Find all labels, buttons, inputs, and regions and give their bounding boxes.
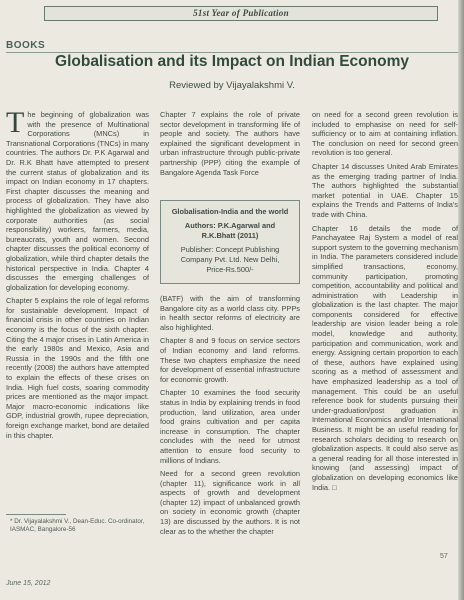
paragraph-8: on need for a second green revolution is included to emphasise on need for self-sufficiency or to aim at containing inflation. The conclusion on need for second green revolution is too general.	[312, 110, 458, 158]
page-number: 57	[440, 553, 448, 560]
column-3	[312, 110, 458, 556]
author-footnote: * Dr. Vijayalakshmi V., Dean-Educ. Co-ordinator, IASMAC, Bangalore-56	[10, 518, 145, 533]
drop-cap: T	[6, 110, 25, 139]
paragraph-1-text: he beginning of globalization was with the presence of Multinational Corporations (MNCs) in Transnational Corporations (TNCs) in many countries. The authors Dr. P.K Agarwal and Dr. R.K Bhatt have attempted to present the current status of globalization and its impact on Indian economy in 17 chapters. First chapter discusses the meaning and process of globalization. They have also highlighted the globalization as viewed by corporate authorities (as social responsibility) workers, farmers, media, bureaucrats, youth and women. Second chapter discusses the political economy of globalization, while third chapter details the historical perspective in India. Chapter 4 discusses the emerging challenges of globalization for developing economy.	[6, 110, 149, 292]
paragraph-10: Chapter 16 details the mode of Panchayatee Raj System a model of real support system to the governing mechanism in India. The parameters considered include simplified transactions, economy, community participation, promoting competition, accountability and political and administration with Leadership in globalization is the last chapter. The major components considered for effective leadership are vision leader being a role model, knowledge and authority, participation and communication, work and energy. Assigning certain proportion to each of these, authors have explained using scoring as a method of assessment and have emphasized leadership as a tool of management. This could be an useful reference book for students pursuing their under-graduation/post graduation in International Economics and/or International Business. It might be an useful reading for research scholars deciding to research on globalization aspects. It could also serve as a general reading for all those interested in knowing (and assessing) impact of globalization on developing economics like India. □	[312, 223, 458, 492]
book-authors-year: R.K.Bhatt (2011)	[201, 231, 259, 240]
section-label: BOOKS	[6, 40, 46, 51]
paragraph-2: Chapter 5 explains the role of legal reforms for sustainable development. Impact of financial crisis in other countries on Indian economy is the focus of the sixth chapter. Citing the 4 major crises in Latin America in the early 1980s and Mexico, Asia and Russia in the 1990s and the fifth one recently (2008) the authors have attempted to explain the effects of these crises on India. High fuel costs, soaring commodity prices are mentioned as the major impact. Major macro-economic indications like GDP, industrial growth, rupee depreciation, foreign exchange market, bond are detailed in this chapter.	[6, 296, 149, 440]
paragraph-7: Need for a second green revolution (chapter 11), significance work in all aspects of growth and development (chapter 12) impact of unbalanced growth on society in economic growth (chapter 13) are discussed by the authors. It is not clear as to the whether the chapter	[160, 469, 300, 536]
issue-date: June 15, 2012	[6, 580, 51, 587]
paragraph-9: Chapter 14 discusses United Arab Emirates as the emerging trading partner of India. The authors highlighted the substantial market potential in UAE. Chapter 15 explains the Trends and Patterns of India's trade with China.	[312, 161, 458, 219]
article-byline: Reviewed by Vijayalakshmi V.	[169, 80, 295, 91]
paragraph-3: Chapter 7 explains the role of private sector development in transforming life of people and society. The authors have explained the significant development in urban infrastructure through public-private partnership (PPP) citing the example of Bangalore Agenda Task Force	[160, 110, 300, 177]
book-authors: Authors: P.K.Agarwal and	[184, 221, 276, 230]
article-title: Globalisation and its Impact on Indian Economy	[55, 53, 409, 70]
column-2-top	[160, 110, 300, 198]
paragraph-4: (BATF) with the aim of transforming Bangalore city as a world class city. PPPs in health sector reforms of electricity are also highlighted.	[160, 294, 300, 332]
book-price: Price-Rs.500/-	[206, 265, 254, 274]
running-title: 51st Year of Publication	[193, 8, 289, 18]
book-title: Globalisation-India and the world	[171, 207, 289, 216]
book-publisher-city: Company Pvt. Ltd. New Delhi,	[180, 255, 280, 264]
paragraph-5: Chapter 8 and 9 focus on service sectors of Indian economy and land reforms. These two chapters emphasize the need for development of essential infrastructure for economic growth.	[160, 336, 300, 384]
book-publisher: Publisher: Concept Publishing	[180, 245, 280, 254]
column-2-bottom	[160, 294, 300, 556]
footnote-divider	[6, 514, 66, 515]
paragraph-6: Chapter 10 examines the food security status in India by explaining trends in food production, land utilization, area under food grains cultivation and per capita increase in consumption. The chapter concludes with the need for utmost attention to ensure food security to millions of Indians.	[160, 388, 300, 465]
column-1	[6, 110, 149, 514]
paragraph-1	[6, 110, 149, 292]
running-header	[44, 6, 438, 21]
book-info-box	[160, 200, 300, 284]
